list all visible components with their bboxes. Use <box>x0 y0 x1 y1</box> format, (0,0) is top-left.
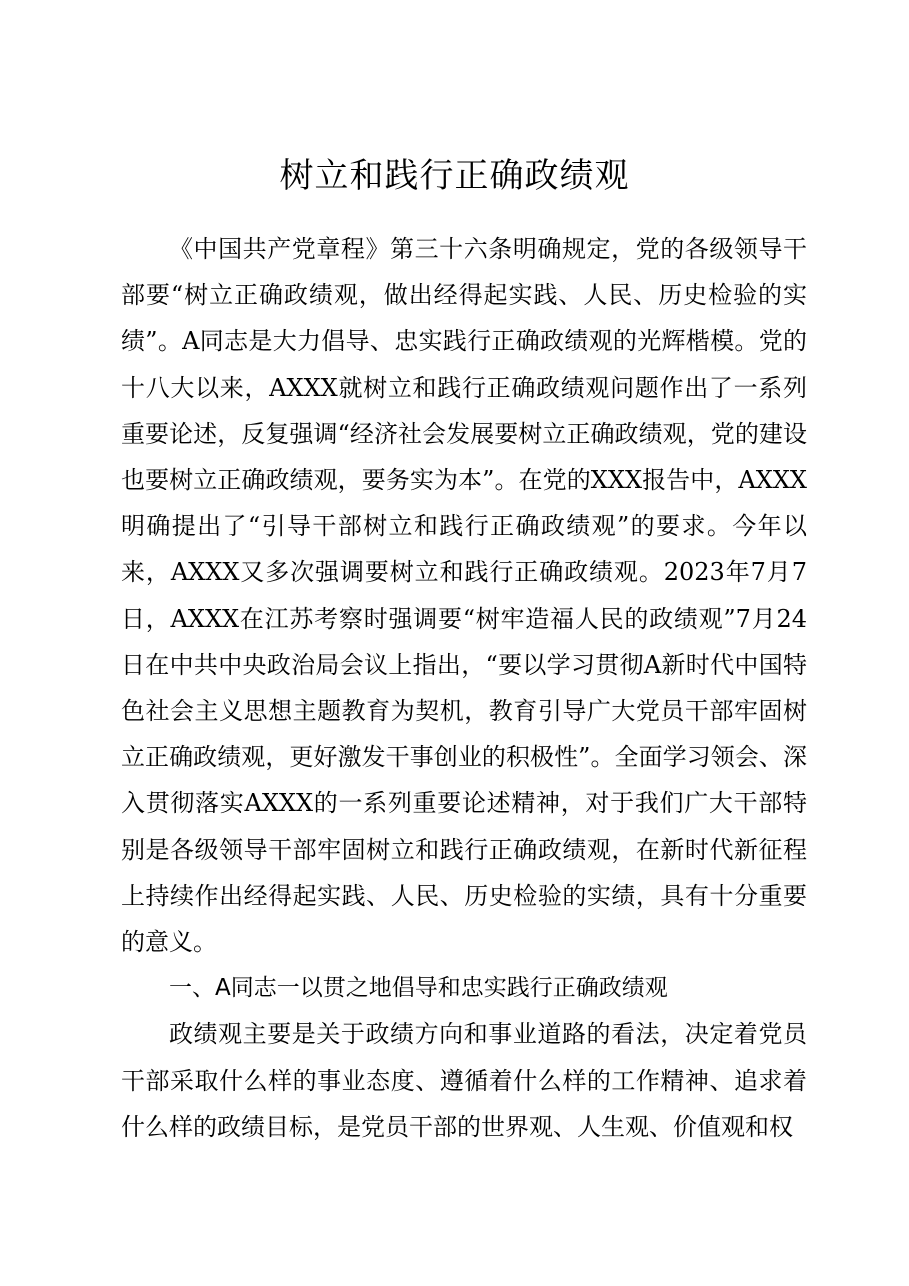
intro-paragraph: 《中国共产党章程》第三十六条明确规定，党的各级领导干部要“树立正确政绩观，做出经得起实践、人民、历史检验的实绩”。A同志是大力倡导、忠实践行正确政绩观的光辉楷模。党的十八大以来，AXXX就树立和践行正确政绩观问题作出了一系列重要论述，反复强调“经济社会发展要树立正确政绩观，党的建设也要树立正确政绩观，要务实为本”。在党的XXX报告中，AXXX明确提出了“引导干部树立和践行正确政绩观”的要求。今年以来，AXXX又多次强调要树立和践行正确政绩观。2023年7月7日，AXXX在江苏考察时强调要“树牢造福人民的政绩观”7月24日在中共中央政治局会议上指出，“要以学习贯彻A新时代中国特色社会主义思想主题教育为契机，教育引导广大党员干部牢固树立正确政绩观，更好激发干事创业的积极性”。全面学习领会、深入贯彻落实AXXX的一系列重要论述精神，对于我们广大干部特别是各级领导干部牢固树立和践行正确政绩观，在新时代新征程上持续作出经得起实践、人民、历史检验的实绩，具有十分重要的意义。 <box>121 235 807 957</box>
section-paragraph: 政绩观主要是关于政绩方向和事业道路的看法，决定着党员干部采取什么样的事业态度、遵循着什么样的工作精神、追求着什么样的政绩目标，是党员干部的世界观、人生观、价值观和权 <box>121 1020 807 1141</box>
section-heading: 一、A同志一以贯之地倡导和忠实践行正确政绩观 <box>169 975 668 1002</box>
document-body <box>121 226 807 1150</box>
document-title: 树立和践行正确政绩观 <box>279 156 630 196</box>
